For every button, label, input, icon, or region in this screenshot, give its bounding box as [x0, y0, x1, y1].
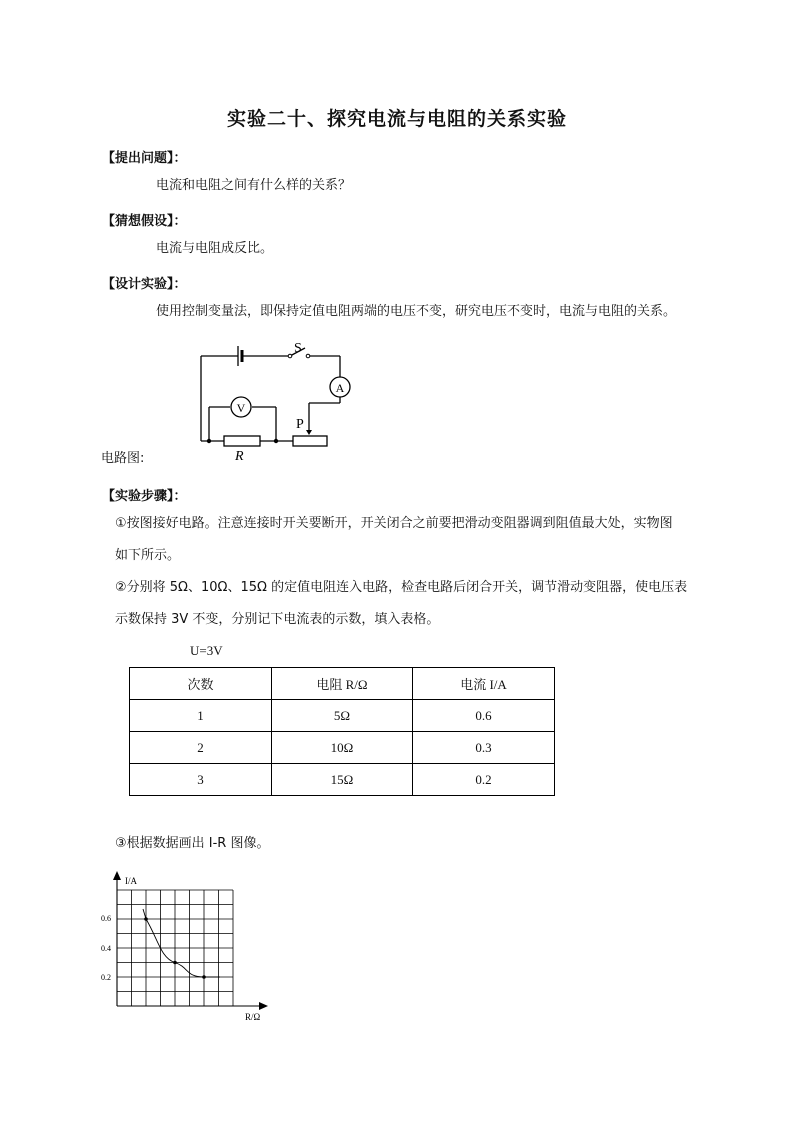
- x-axis-arrow: [259, 1002, 268, 1010]
- table-cell: 15Ω: [272, 764, 413, 796]
- switch-contact: [306, 354, 310, 358]
- section-heading-design: 【设计实验】：: [102, 277, 187, 292]
- junction-dot: [274, 439, 278, 443]
- hypothesis-text: 电流与电阻成反比。: [156, 241, 274, 256]
- y-tick-label: 0.6: [101, 914, 111, 923]
- y-axis-label: I/A: [125, 876, 137, 886]
- data-point: [173, 961, 177, 965]
- circuit-diagram: [190, 334, 360, 466]
- resistor-label: R: [235, 449, 244, 464]
- step1-line2: 如下所示。: [115, 548, 181, 563]
- junction-dot: [207, 439, 211, 443]
- slider-label: P: [296, 417, 304, 432]
- ir-chart: [95, 868, 275, 1028]
- page-title: 实验二十、探究电流与电阻的关系实验: [226, 108, 567, 130]
- switch-contact: [288, 354, 292, 358]
- table-cell: 2: [130, 732, 272, 764]
- section-heading-hypothesis: 【猜想假设】：: [102, 214, 187, 229]
- table-cell: 5Ω: [272, 700, 413, 732]
- voltmeter-label: V: [236, 401, 246, 415]
- circuit-label: 电路图:: [101, 451, 145, 466]
- ammeter-label: A: [335, 381, 345, 395]
- step3-text: ③根据数据画出 I-R 图像。: [115, 836, 270, 851]
- table-header-row: [130, 668, 555, 700]
- table-row: [130, 700, 555, 732]
- table-cell: 1: [130, 700, 272, 732]
- table-header: 电阻 R/Ω: [272, 668, 413, 700]
- step2-line2: 示数保持 3V 不变，分别记下电流表的示数，填入表格。: [115, 612, 440, 627]
- step1-line1: ①按图接好电路。注意连接时开关要断开，开关闭合之前要把滑动变阻器调到阻值最大处，实物图: [115, 516, 673, 531]
- question-text: 电流和电阻之间有什么样的关系？: [156, 178, 352, 193]
- slider-arrow: [306, 430, 312, 435]
- design-text: 使用控制变量法，即保持定值电阻两端的电压不变，研究电压不变时，电流与电阻的关系。: [156, 304, 677, 319]
- table-row: [130, 732, 555, 764]
- data-table: [129, 667, 555, 796]
- table-cell: 0.3: [413, 732, 555, 764]
- y-axis-arrow: [113, 871, 121, 880]
- step2-line1: ②分别将 5Ω、10Ω、15Ω 的定值电阻连入电路，检查电路后闭合开关，调节滑动变阻器，使电压表: [115, 580, 688, 595]
- data-point: [202, 975, 206, 979]
- rheostat: [293, 436, 327, 446]
- table-cell: 0.6: [413, 700, 555, 732]
- table-cell: 0.2: [413, 764, 555, 796]
- table-cell: 3: [130, 764, 272, 796]
- y-tick-label: 0.2: [101, 973, 111, 982]
- voltage-note: U=3V: [190, 643, 223, 658]
- table-header: 电流 I/A: [413, 668, 555, 700]
- x-axis-label: R/Ω: [245, 1012, 261, 1022]
- y-tick-label: 0.4: [101, 944, 111, 953]
- fixed-resistor: [224, 436, 260, 446]
- section-heading-steps: 【实验步骤】：: [102, 489, 187, 504]
- switch-label: S: [294, 341, 302, 356]
- data-point: [144, 917, 148, 921]
- table-row: [130, 764, 555, 796]
- section-heading-question: 【提出问题】：: [102, 151, 187, 166]
- table-header: 次数: [130, 668, 272, 700]
- table-cell: 10Ω: [272, 732, 413, 764]
